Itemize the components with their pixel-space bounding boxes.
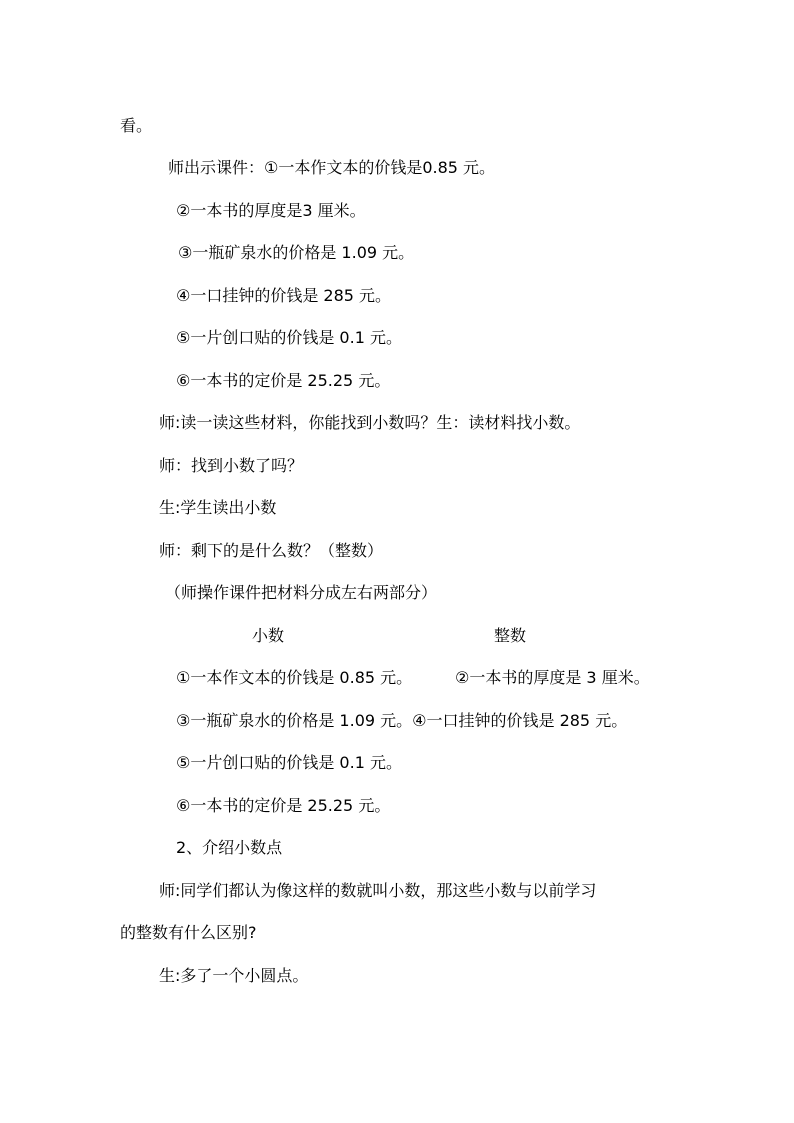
text-line: ③一瓶矿泉水的价格是 1.09 元。 <box>178 243 415 262</box>
text-line: 生:学生读出小数 <box>159 498 277 517</box>
list-item: ③一瓶矿泉水的价格是 1.09 元。④一口挂钟的价钱是 285 元。 <box>176 711 628 730</box>
list-item: ②一本书的厚度是 3 厘米。 <box>455 668 650 687</box>
text-line: 师出示课件：①一本作文本的价钱是0.85 元。 <box>168 158 496 177</box>
list-item: ①一本作文本的价钱是 0.85 元。 <box>176 668 413 687</box>
text-line: 生:多了一个小圆点。 <box>159 966 309 985</box>
text-line: 看。 <box>120 116 153 135</box>
text-line: 师：剩下的是什么数？（整数） <box>159 541 384 560</box>
text-line: 师：找到小数了吗？ <box>159 456 304 475</box>
text-line: 师:同学们都认为像这样的数就叫小数，那这些小数与以前学习 <box>159 881 597 900</box>
text-line: ②一本书的厚度是3 厘米。 <box>176 201 366 220</box>
list-item: ⑤一片创口贴的价钱是 0.1 元。 <box>176 753 402 772</box>
text-line: ⑥一本书的定价是 25.25 元。 <box>176 371 391 390</box>
column-heading-integer: 整数 <box>494 626 527 645</box>
text-line: ⑤一片创口贴的价钱是 0.1 元。 <box>176 328 402 347</box>
text-line: 的整数有什么区别? <box>120 923 257 942</box>
list-item: ⑥一本书的定价是 25.25 元。 <box>176 796 391 815</box>
column-heading-decimal: 小数 <box>252 626 285 645</box>
section-heading: 2、介绍小数点 <box>176 838 283 857</box>
text-line: 师:读一读这些材料，你能找到小数吗？生：读材料找小数。 <box>159 413 581 432</box>
text-line: ④一口挂钟的价钱是 285 元。 <box>176 286 392 305</box>
text-line: （师操作课件把材料分成左右两部分） <box>165 583 438 602</box>
